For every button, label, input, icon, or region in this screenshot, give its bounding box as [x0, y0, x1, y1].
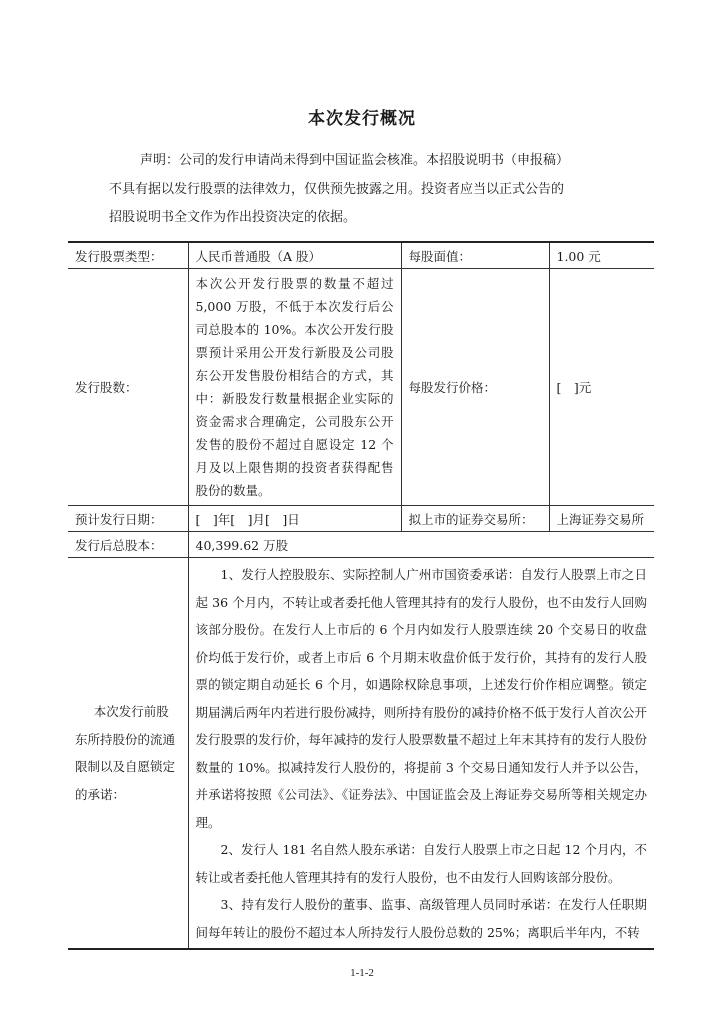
issue-quantity-value: 本次公开发行股票的数量不超过 5,000 万股，不低于本次发行后公司总股本的 10%。本次公开发行股票预计采用公开发行新股及公司股东公开发售股份相结合的方式，其中：新股发行数量根据企业实际的资金需求合理确定，公司股东公开发售的股份不超过自愿设定 12 个月及以上限售期的投资者获得配售股份的数量。	[188, 269, 401, 506]
table-row	[68, 242, 654, 269]
issue-quantity-label: 发行股数：	[68, 269, 188, 506]
page-title: 本次发行概况	[308, 109, 416, 129]
total-shares-label: 发行后总股本：	[68, 532, 188, 558]
declaration-line-1: 声明：公司的发行申请尚未得到中国证监会核准。本招股说明书（申报稿）	[140, 153, 570, 168]
table-row	[68, 269, 654, 506]
share-type-label: 发行股票类型：	[68, 242, 188, 269]
issue-price-label: 每股发行价格：	[401, 269, 549, 506]
commitment-paragraph-1: 1、发行人控股股东、实际控制人广州市国资委承诺：自发行人股票上市之日起 36 个月内，不转让或者委托他人管理其持有的发行人股份，也不由发行人回购该部分股份。在发行人上市后的 6 个月内如发行人股票连续 20 个交易日的收盘价均低于发行价，或者上市后 6 个月期末收盘价低于发行价，其持有的发行人股票的锁定期自动延长 6 个月，如遇除权除息事项，上述发行价作相应调整。锁定期届满后两年内若进行股份减持，则所持有股份的减持价格不低于发行人首次公开发行股票的发行价，每年减持的发行人股票数量不超过上年末其持有的发行人股份数量的 10%。拟减持发行人股份的，将提前 3 个交易日通知发行人并予以公告，并承诺将按照《公司法》、《证券法》、中国证监会及上海证券交易所等相关规定办理。	[195, 567, 647, 830]
par-value-value: 1.00 元	[549, 242, 654, 269]
issue-price-value: [ ]元	[549, 269, 654, 506]
page-number: 1-1-2	[350, 967, 374, 979]
commitment-paragraph-3: 3、持有发行人股份的董事、监事、高级管理人员同时承诺：在发行人任职期间每年转让的股份不超过本人所持发行人股份总数的 25%；离职后半年内，不转	[195, 897, 647, 940]
table-row	[68, 532, 654, 558]
offering-overview-table	[68, 241, 654, 950]
exchange-value: 上海证券交易所	[549, 506, 654, 532]
lockup-commitment-label: 本次发行前股东所持股份的流通限制以及自愿锁定的承诺：	[68, 558, 188, 950]
par-value-label: 每股面值：	[401, 242, 549, 269]
commitment-paragraph-2: 2、发行人 181 名自然人股东承诺：自发行人股票上市之日起 12 个月内，不转让或者委托他人管理其持有的发行人股份，也不由发行人回购该部分股份。	[195, 842, 647, 885]
declaration-line-3: 招股说明书全文作为作出投资决定的依据。	[109, 210, 357, 225]
declaration-line-2: 不具有据以发行股票的法律效力，仅供预先披露之用。投资者应当以正式公告的	[109, 182, 565, 197]
issue-date-label: 预计发行日期：	[68, 506, 188, 532]
exchange-label: 拟上市的证券交易所：	[401, 506, 549, 532]
table-row	[68, 558, 654, 950]
share-type-value: 人民币普通股（A 股）	[188, 242, 401, 269]
table-row	[68, 506, 654, 532]
total-shares-value: 40,399.62 万股	[188, 532, 654, 558]
lockup-commitment-content	[188, 558, 654, 950]
issue-date-value: [ ]年[ ]月[ ]日	[188, 506, 401, 532]
